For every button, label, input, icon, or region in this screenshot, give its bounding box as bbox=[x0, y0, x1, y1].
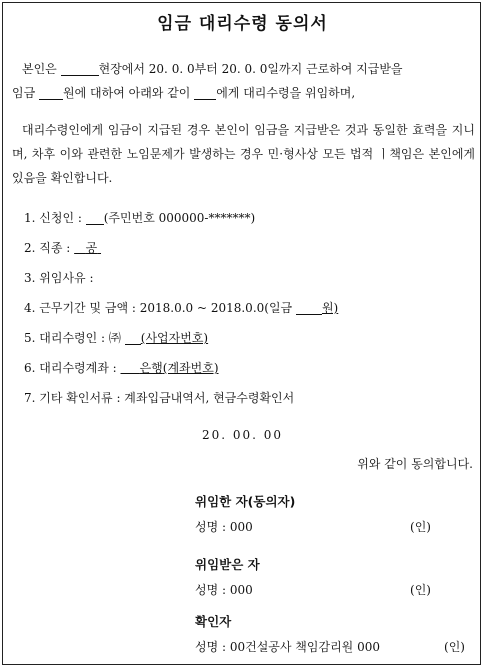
item-applicant-value: (주민번호 000000-*******) bbox=[103, 211, 256, 225]
item-applicant-label: 1. 신청인 : bbox=[24, 211, 82, 225]
delegatee-block bbox=[195, 555, 467, 599]
agreement-statement: 위와 같이 동의합니다. bbox=[357, 457, 473, 471]
delegatee-heading: 위임받은 자 bbox=[195, 557, 260, 572]
applicant-blank bbox=[86, 210, 104, 225]
item-documents-label: 7. 기타 확인서류 : 계좌입금내역서, 현금수령확인서 bbox=[24, 391, 295, 405]
verifier-heading: 확인자 bbox=[195, 614, 232, 629]
verifier-block bbox=[195, 612, 467, 656]
verifier-name: 성명 : 00건설공사 책임감리원 000 bbox=[195, 640, 380, 654]
item-proxy bbox=[24, 326, 464, 356]
para1-text-1: 본인은 bbox=[22, 62, 57, 76]
delegator-name: 성명 : 000 bbox=[195, 520, 253, 534]
item-proxy-label: 5. 대리수령인 : bbox=[24, 331, 106, 345]
item-account-value: (계좌번호) bbox=[162, 361, 219, 375]
item-occupation-label: 2. 직종 : bbox=[24, 241, 71, 255]
item-account bbox=[24, 356, 464, 386]
item-proxy-value: (사업자번호) bbox=[140, 331, 209, 345]
delegator-block bbox=[195, 492, 467, 536]
delegator-heading: 위임한 자(동의자) bbox=[195, 494, 296, 509]
para1-text-2: 현장에서 20. 0. 0부터 20. 0. 0일까지 근로하여 지급받을 bbox=[98, 62, 403, 76]
delegatee-seal: (인) bbox=[410, 583, 431, 597]
document-date: 20. 00. 00 bbox=[201, 428, 284, 442]
delegatee-name: 성명 : 000 bbox=[195, 583, 253, 597]
item-proxy-prefix: ㈜ bbox=[108, 331, 121, 345]
item-period-amount bbox=[24, 296, 464, 326]
verifier-seal: (인) bbox=[444, 640, 465, 654]
item-period-label: 4. 근무기간 및 금액 : 2018.0.0 ~ 2018.0.0(일금 bbox=[24, 301, 293, 315]
item-list bbox=[24, 206, 464, 416]
para1-text-5: 에게 대리수령을 위임하며, bbox=[216, 86, 356, 100]
wage-blank bbox=[296, 300, 322, 315]
item-period-unit: 원) bbox=[321, 301, 339, 315]
para1-text-3: 임금 bbox=[12, 86, 36, 100]
para2-text: 대리수령인에게 임금이 지급된 경우 본인이 임금을 지급받은 것과 동일한 효력을 지니며, 차후 이와 관련한 노임문제가 발생하는 경우 민·형사상 모든 법적 ㅣ책임은 본인에게 있음을 확인합니다. bbox=[12, 123, 475, 185]
item-account-bank: 은행 bbox=[139, 361, 163, 375]
recipient-blank bbox=[194, 85, 216, 100]
item-applicant bbox=[24, 206, 464, 236]
item-occupation-value: 공 bbox=[85, 241, 98, 255]
item-occupation bbox=[24, 236, 464, 266]
item-reason-label: 3. 위임사유 : bbox=[24, 271, 94, 285]
para1-text-4: 원에 대하여 아래와 같이 bbox=[63, 86, 191, 100]
proxy-blank bbox=[125, 330, 141, 345]
amount-blank bbox=[39, 85, 63, 100]
site-blank bbox=[61, 61, 99, 76]
item-documents bbox=[24, 386, 464, 416]
document-title: 임금 대리수령 동의서 bbox=[157, 14, 328, 34]
liability-paragraph bbox=[12, 118, 475, 190]
delegation-paragraph bbox=[12, 57, 475, 105]
item-account-label: 6. 대리수령계좌 : bbox=[24, 361, 117, 375]
delegator-seal: (인) bbox=[410, 520, 431, 534]
item-reason bbox=[24, 266, 464, 296]
